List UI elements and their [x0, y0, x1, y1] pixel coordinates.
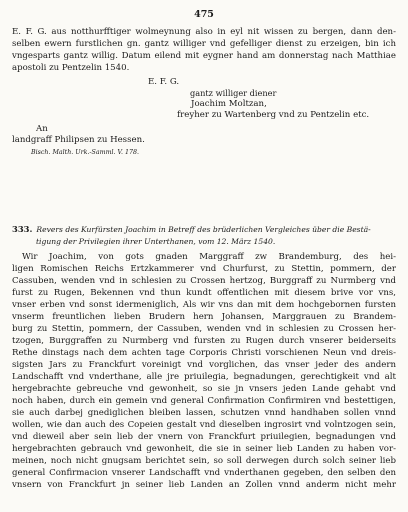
- body-line: hergebrachte gebreuche vnd gewonheit, so sie jn vnsers jeden Lande gehabt vnd: [12, 384, 396, 394]
- body-line: Cassuben, wenden vnd in schlesien zu Crossen hertzog, Burggraff zu Nurmberg vnd: [12, 276, 396, 286]
- body-line: sigsten Jars zu Franckfurt voreinigt vnd vorglichen, das vnser jeder des andern: [12, 360, 396, 370]
- body-line: wollen, wie dan auch des Copeien gestalt vnd dieselben ingrosirt vnd volntzogen sein,: [12, 420, 396, 430]
- body-line: noch haben, durch ein gemein vnd general Confirmation Confirmiren vnd bestettigen,: [12, 396, 396, 406]
- body-line: vnser erben vnd sonst idermeniglich, Als wir vns dan mit dem hochgebornen fursten: [12, 300, 396, 310]
- body-line: Wir Joachim, von gots gnaden Marggraff zw Brandemburg, des hei-: [22, 252, 396, 262]
- closing-phrase: gantz williger diener: [190, 88, 277, 98]
- body-line: sie auch darbej gnediglichen bleiben lassen, schutzen vnnd handhaben sollen vnnd: [12, 408, 396, 418]
- closing-signer: Joachim Moltzan,: [191, 99, 267, 109]
- document-number: 333.: [12, 224, 33, 234]
- body-line: vnserm freuntlichen lieben Brudern hern Johansen, Marggrauen zu Brandem-: [12, 312, 396, 322]
- document-heading: [12, 224, 396, 235]
- body-line: furst zu Rugen, Bekennen vnd thun kundt offentlichen mit diesem brive vor vns,: [12, 288, 396, 298]
- letter-line: E. F. G. aus notthurfftiger wolmeynung also in eyl nit wissen zu bergen, dann den-: [12, 27, 396, 37]
- body-line: Rethe dinstags nach dem achten tage Corporis Christi vorschienen Neun vnd dreis-: [12, 348, 396, 358]
- body-line: general Confirmacion vnserer Landschafft vnd vnderthanen gegeben, den selben den: [12, 468, 396, 478]
- body-line: vnd dieweil aber sein lieb der vnern von Franckfurt priuilegien, begnadungen vnd: [12, 432, 396, 442]
- heading-text: Revers des Kurfürsten Joachim in Betreff des brüderlichen Vergleiches über die Bestä-: [36, 225, 371, 234]
- letter-line: vngesparts gantz willig. Datum eilend mit eygner hand am donnerstag nach Matthiae: [12, 51, 396, 61]
- body-line: burg zu Stettin, pommern, der Cassuben, wenden vnd in schlesien zu Crossen her-: [12, 324, 396, 334]
- body-line: Landschafft vnd vnderthane, alle jre priuilegia, begnadungen, gerechtigkeit vnd alt: [12, 372, 396, 382]
- letter-line: apostoli zu Pentzelin 1540.: [12, 63, 130, 73]
- body-line: hergebrachten gebrauch vnd gewonheit, die sie in seiner lieb Landen zu haben vor-: [12, 444, 396, 454]
- body-line: tzogen, Burggraffen zu Nurmberg vnd fursten zu Rugen durch vnserer beiderseits: [12, 336, 396, 346]
- document-heading-cont: tigung der Privilegien ihrer Unterthanen, vom 12. März 1540.: [36, 237, 276, 246]
- body-line: ligen Romischen Reichs Ertzkammerer vnd Churfurst, zu Stettin, pommern, der: [12, 264, 396, 274]
- address-line: An: [36, 124, 48, 134]
- closing-title: freyher zu Wartenberg vnd zu Pentzelin etc.: [177, 110, 370, 120]
- page-number: 475: [194, 9, 214, 20]
- body-line: meinen, noch nicht gnugsam berichtet sein, so soll derwegen durch solch seiner lieb: [12, 456, 396, 466]
- address-recipient: landgraff Philipsen zu Hessen.: [12, 135, 145, 145]
- source-citation: Bisch. Malth. Urk.-Samml. V. 178.: [31, 149, 140, 156]
- body-line: vnsern von Franckfurt jn seiner lieb Landen an Zollen vnnd anderm nicht mehr: [12, 480, 396, 490]
- closing-initials: E. F. G.: [148, 77, 180, 87]
- letter-line: selben ewern furstlichen gn. gantz williger vnd gefelliger dienst zu erzeigen, bin ich: [12, 39, 396, 49]
